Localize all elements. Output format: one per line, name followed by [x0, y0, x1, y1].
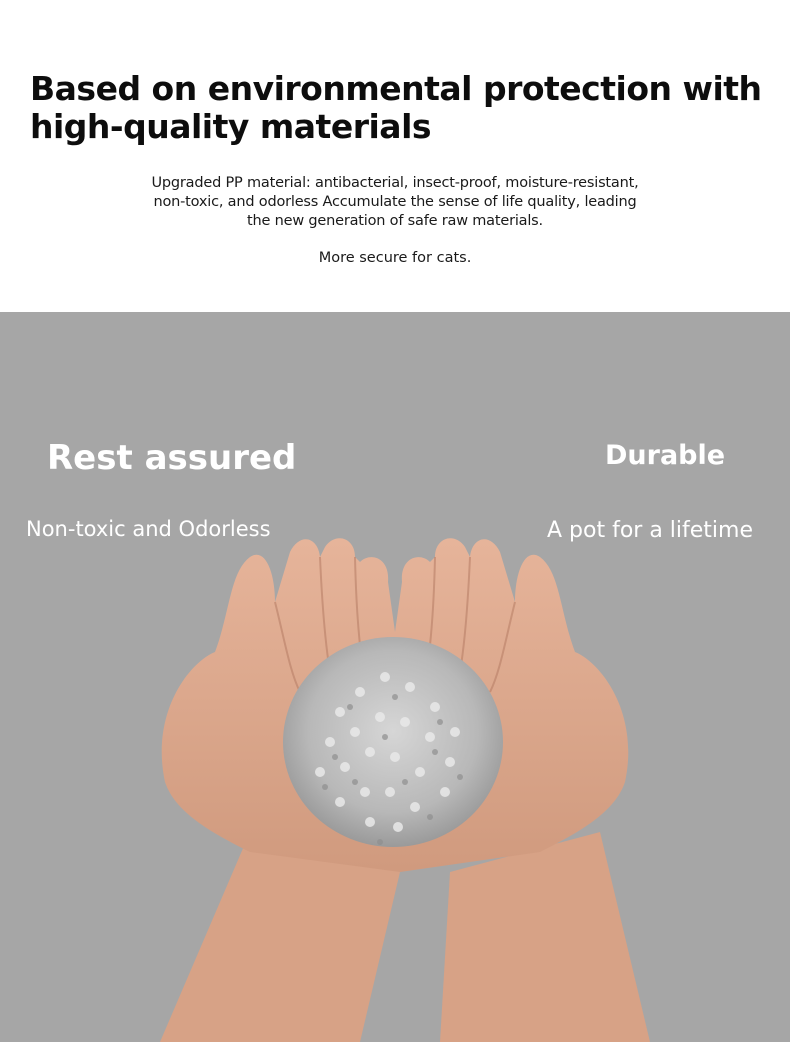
page-title: Based on environmental protection with high-quality materials: [30, 69, 762, 146]
hands-illustration: [0, 312, 790, 1042]
hands-holding-granules-image: [0, 312, 790, 1042]
feature-left-title: Rest assured: [47, 438, 297, 478]
feature-right-subtitle: A pot for a lifetime: [547, 518, 754, 543]
intro-section: [0, 0, 790, 312]
material-description: Upgraded PP material: antibacterial, insect-proof, moisture-resistant, non-toxic, and odorless Accumulate the sense of life quality, leading the new generation of safe raw materials.: [151, 175, 639, 229]
granule-pile: [283, 637, 503, 847]
feature-left-subtitle: Non-toxic and Odorless: [26, 517, 271, 541]
feature-right-title: Durable: [605, 440, 726, 471]
tagline: More secure for cats.: [318, 250, 472, 266]
right-forearm: [440, 832, 650, 1042]
